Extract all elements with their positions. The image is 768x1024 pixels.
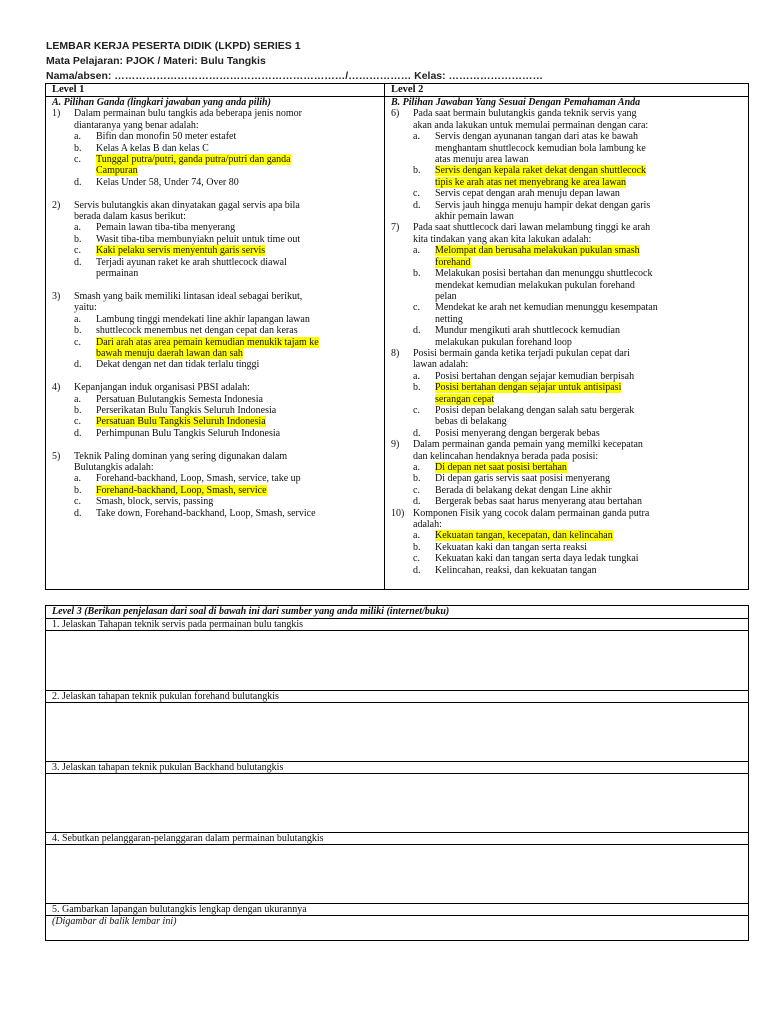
answer-option bbox=[52, 405, 382, 416]
level-3-question: 5. Gambarkan lapangan bulutangkis lengkap dengan ukurannya bbox=[52, 904, 307, 915]
question-number: 7) bbox=[391, 222, 400, 234]
option-letter: d. bbox=[74, 427, 82, 439]
option-letter: d. bbox=[74, 359, 82, 371]
answer-box-4 bbox=[46, 844, 748, 845]
option-letter: a. bbox=[74, 131, 81, 143]
highlighted-answer-text: serangan cepat bbox=[435, 393, 495, 405]
option-letter: b. bbox=[74, 142, 82, 154]
highlighted-answer-text: Forehand-backhand, Loop, Smash, service bbox=[96, 484, 267, 496]
question-text-line: Pada saat shuttlecock dari lawan melambung tinggi ke arah bbox=[413, 222, 651, 234]
highlighted-answer-text: tipis ke arah atas net menyebrang ke area lawan bbox=[435, 176, 627, 188]
option-letter: d. bbox=[74, 256, 82, 268]
answer-option bbox=[391, 371, 746, 382]
question-text-line: diantaranya yang benar adalah: bbox=[74, 119, 199, 131]
question-row-1 bbox=[46, 618, 748, 630]
option-text: Mendekat ke arah net kemudian menunggu kesempatan bbox=[435, 302, 658, 314]
option-text: Perhimpunan Bulu Tangkis Seluruh Indonesia bbox=[96, 427, 281, 439]
highlighted-answer-text: Kekuatan tangan, kecepatan, dan kelincahan bbox=[435, 530, 613, 542]
option-text: Posisi depan belakang dengan salah satu bergerak bbox=[435, 404, 635, 416]
question-text-line: berada dalam kasus berikut: bbox=[74, 211, 186, 223]
question-spacer bbox=[52, 371, 382, 382]
option-text: mendekat kemudian melakukan pukulan forehand bbox=[435, 279, 635, 291]
question-9 bbox=[391, 439, 746, 462]
option-letter: b. bbox=[413, 268, 421, 280]
level-3-question: 3. Jelaskan tahapan teknik pukulan Backhand bulutangkis bbox=[52, 762, 284, 773]
option-text: netting bbox=[435, 313, 463, 325]
answer-option bbox=[52, 222, 382, 233]
question-text-line: Dalam permainan bulu tangkis ada beberapa jenis nomor bbox=[74, 108, 302, 120]
option-text: Kelas A kelas B dan kelas C bbox=[96, 142, 209, 154]
option-letter: c. bbox=[413, 188, 420, 200]
option-letter: d. bbox=[413, 564, 421, 576]
question-spacer bbox=[52, 279, 382, 290]
question-2 bbox=[52, 200, 382, 223]
answer-option bbox=[52, 359, 382, 370]
option-letter: d. bbox=[413, 496, 421, 508]
option-text: Dekat dengan net dan tidak terlalu tinggi bbox=[96, 359, 260, 371]
option-letter: b. bbox=[74, 233, 82, 245]
level-2-heading: Level 2 bbox=[391, 84, 424, 95]
answer-option bbox=[52, 394, 382, 405]
answer-option bbox=[391, 302, 746, 325]
question-5 bbox=[52, 451, 382, 474]
option-text: Bifin dan monofin 50 meter estafet bbox=[96, 131, 237, 143]
highlighted-answer-text: Kaki pelaku servis menyentuh garis servis bbox=[96, 245, 266, 257]
question-number: 2) bbox=[52, 199, 61, 211]
question-row-5 bbox=[46, 903, 748, 915]
answer-option bbox=[391, 245, 746, 268]
option-letter: b. bbox=[74, 404, 82, 416]
option-text: Servis jauh hingga menuju hampir dekat dengan garis bbox=[435, 199, 651, 211]
option-letter: c. bbox=[74, 496, 81, 508]
level-3-table bbox=[45, 605, 749, 941]
option-text: Kekuatan kaki dan tangan serta daya ledak tungkai bbox=[435, 553, 639, 565]
answer-option bbox=[391, 565, 746, 576]
option-letter: a. bbox=[74, 313, 81, 325]
option-text: Smash, block, servis, passing bbox=[96, 496, 214, 508]
worksheet-title: LEMBAR KERJA PESERTA DIDIK (LKPD) SERIES 1 bbox=[46, 40, 301, 52]
question-text-line: dan kelincahan hendaknya berada pada posisi: bbox=[413, 450, 599, 462]
question-text-line: Pada saat bermain bulutangkis ganda teknik servis yang bbox=[413, 108, 637, 120]
option-text: Perserikatan Bulu Tangkis Seluruh Indonesia bbox=[96, 404, 277, 416]
question-1 bbox=[52, 108, 382, 131]
option-text: Berada di belakang dekat dengan Line akhir bbox=[435, 484, 612, 496]
answer-option bbox=[391, 268, 746, 302]
highlighted-answer-text: Di depan net saat posisi bertahan bbox=[435, 462, 567, 473]
question-number: 8) bbox=[391, 347, 400, 359]
answer-option bbox=[52, 143, 382, 154]
option-letter: a. bbox=[74, 473, 81, 485]
option-letter: d. bbox=[74, 176, 82, 188]
answer-option bbox=[391, 530, 746, 541]
question-text-line: Smash yang baik memiliki lintasan ideal sebagai berikut, bbox=[74, 290, 303, 302]
answer-option bbox=[391, 462, 746, 473]
question-row-4 bbox=[46, 832, 748, 844]
option-letter: c. bbox=[413, 302, 420, 314]
answer-option bbox=[52, 416, 382, 427]
answer-box-3 bbox=[46, 773, 748, 774]
question-text-line: Teknik Paling dominan yang sering digunakan dalam bbox=[74, 450, 288, 462]
answer-option bbox=[52, 485, 382, 496]
answer-option bbox=[391, 405, 746, 428]
answer-option bbox=[391, 473, 746, 484]
level-1-heading: Level 1 bbox=[52, 84, 85, 95]
option-text: Mundur mengikuti arah shuttlecock kemudian bbox=[435, 325, 620, 337]
level-3-question: 4. Sebutkan pelanggaran-pelanggaran dalam permainan bulutangkis bbox=[52, 833, 324, 844]
question-text-line: yaitu: bbox=[74, 302, 97, 314]
highlighted-answer-text: bawah menuju daerah lawan dan sah bbox=[96, 347, 243, 359]
option-text: Posisi menyerang dengan bergerak bebas bbox=[435, 427, 600, 439]
subject-line: Mata Pelajaran: PJOK / Materi: Bulu Tangkis bbox=[46, 55, 266, 67]
option-letter: b. bbox=[74, 325, 82, 337]
answer-option bbox=[391, 131, 746, 165]
highlighted-answer-text: Tunggal putra/putri, ganda putra/putri dan ganda bbox=[96, 154, 291, 166]
option-text: Di depan garis servis saat posisi menyerang bbox=[435, 473, 610, 485]
question-text-line: Bulutangkis adalah: bbox=[74, 461, 154, 473]
answer-option bbox=[391, 485, 746, 496]
answer-option bbox=[52, 131, 382, 142]
question-text-line: Posisi bermain ganda ketika terjadi pukulan cepat dari bbox=[413, 347, 630, 359]
option-letter: b. bbox=[413, 382, 421, 394]
answer-option bbox=[52, 473, 382, 484]
option-text: akhir pemain lawan bbox=[435, 211, 514, 223]
question-10 bbox=[391, 508, 746, 531]
question-4 bbox=[52, 382, 382, 393]
question-spacer bbox=[52, 439, 382, 450]
highlighted-answer-text: Campuran bbox=[96, 165, 138, 177]
highlighted-answer-text: Servis dengan kepala raket dekat dengan shuttlecock bbox=[435, 165, 647, 177]
option-text: Kekuatan kaki dan tangan serta reaksi bbox=[435, 541, 587, 553]
highlighted-answer-text: Persatuan Bulu Tangkis Seluruh Indonesia bbox=[96, 416, 266, 428]
answer-option bbox=[52, 154, 382, 177]
answer-option bbox=[391, 428, 746, 439]
answer-option bbox=[52, 496, 382, 507]
answer-option bbox=[391, 542, 746, 553]
option-text: Kelas Under 58, Under 74, Over 80 bbox=[96, 176, 239, 188]
answer-option bbox=[391, 165, 746, 188]
question-text-line: Servis bulutangkis akan dinyatakan gagal servis apa bila bbox=[74, 199, 300, 211]
question-number: 6) bbox=[391, 108, 400, 120]
option-letter: c. bbox=[413, 484, 420, 496]
question-number: 4) bbox=[52, 382, 61, 394]
option-text: Melakukan posisi bertahan dan menunggu shuttlecock bbox=[435, 268, 653, 280]
option-text: permainan bbox=[96, 268, 139, 280]
option-letter: a. bbox=[413, 462, 420, 473]
answer-option bbox=[52, 314, 382, 325]
answer-option bbox=[391, 553, 746, 564]
option-text: pelan bbox=[435, 290, 457, 302]
question-row-2 bbox=[46, 690, 748, 702]
section-heading: A. Pilihan Ganda (lingkari jawaban yang anda pilih) bbox=[52, 97, 271, 108]
level-2-column bbox=[391, 97, 746, 576]
question-number: 10) bbox=[391, 507, 405, 519]
option-text: bebas di belakang bbox=[435, 416, 507, 428]
option-text: Posisi bertahan dengan sejajar kemudian berpisah bbox=[435, 370, 635, 382]
answer-option bbox=[52, 508, 382, 519]
answer-option bbox=[391, 325, 746, 348]
option-letter: c. bbox=[74, 336, 81, 348]
answer-option bbox=[391, 496, 746, 507]
option-text: Pemain lawan tiba-tiba menyerang bbox=[96, 222, 236, 234]
answer-option bbox=[52, 257, 382, 280]
column-divider bbox=[384, 84, 385, 589]
level-3-question: 2. Jelaskan tahapan teknik pukulan forehand bulutangkis bbox=[52, 691, 279, 702]
highlighted-answer-text: Dari arah atas area pemain kemudian menukik tajam ke bbox=[96, 336, 319, 348]
option-letter: d. bbox=[413, 325, 421, 337]
question-text-line: lawan adalah: bbox=[413, 359, 469, 371]
question-text-line: Kepanjangan induk organisasi PBSI adalah: bbox=[74, 382, 250, 394]
answer-option bbox=[391, 382, 746, 405]
question-text-line: adalah: bbox=[413, 519, 442, 531]
option-letter: c. bbox=[74, 245, 81, 257]
option-letter: b. bbox=[413, 541, 421, 553]
option-letter: c. bbox=[74, 154, 81, 166]
option-text: Servis dengan ayunanan tangan dari atas ke bawah bbox=[435, 131, 638, 143]
level-1-2-table bbox=[45, 83, 749, 590]
option-letter: c. bbox=[74, 416, 81, 428]
option-text: Forehand-backhand, Loop, Smash, service, take up bbox=[96, 473, 301, 485]
option-text: Servis cepat dengan arah menuju depan lawan bbox=[435, 188, 620, 200]
answer-option bbox=[52, 325, 382, 336]
answer-option bbox=[391, 188, 746, 199]
option-letter: a. bbox=[74, 393, 81, 405]
option-text: Persatuan Bulutangkis Semesta Indonesia bbox=[96, 393, 263, 405]
option-text: Bergerak bebas saat harus menyerang atau bertahan bbox=[435, 496, 642, 508]
answer-option bbox=[52, 337, 382, 360]
option-text: atas menuju area lawan bbox=[435, 154, 529, 166]
question-text-line: akan anda lakukan untuk memulai permainan dengan cara: bbox=[413, 119, 649, 131]
option-letter: c. bbox=[413, 404, 420, 416]
option-text: shuttlecock menembus net dengan cepat dan keras bbox=[96, 325, 298, 337]
option-text: melakukan pukulan forehand loop bbox=[435, 336, 572, 348]
answer-option bbox=[52, 245, 382, 256]
name-class-line: Nama/absen: …………………………………………………………/……………… Kelas: ……………………… bbox=[46, 70, 544, 82]
level-1-column bbox=[52, 97, 382, 519]
option-letter: b. bbox=[413, 473, 421, 485]
highlighted-answer-text: Melompat dan berusaha melakukan pukulan smash bbox=[435, 245, 640, 257]
option-letter: a. bbox=[74, 222, 81, 234]
answer-option bbox=[52, 234, 382, 245]
question-3 bbox=[52, 291, 382, 314]
option-letter: b. bbox=[74, 484, 82, 496]
answer-box-2 bbox=[46, 702, 748, 703]
answer-option bbox=[52, 177, 382, 188]
option-letter: b. bbox=[413, 165, 421, 177]
question-number: 5) bbox=[52, 450, 61, 462]
drawing-note-row bbox=[46, 915, 748, 927]
highlighted-answer-text: Posisi bertahan dengan sejajar untuk antisipasi bbox=[435, 382, 622, 394]
question-8 bbox=[391, 348, 746, 371]
question-text-line: kita tindakan yang akan kita lakukan adalah: bbox=[413, 233, 592, 245]
highlighted-answer-text: forehand bbox=[435, 256, 471, 268]
question-number: 9) bbox=[391, 439, 400, 451]
drawing-note: (Digambar di balik lembar ini) bbox=[52, 916, 177, 927]
option-text: Lambung tinggi mendekati line akhir lapangan lawan bbox=[96, 313, 310, 325]
question-text-line: Dalam permainan ganda pemain yang memilki kecepatan bbox=[413, 439, 643, 451]
option-letter: d. bbox=[74, 507, 82, 519]
answer-box-1 bbox=[46, 630, 748, 631]
section-heading: B. Pilihan Jawaban Yang Sesuai Dengan Pemahaman Anda bbox=[391, 97, 641, 108]
option-letter: a. bbox=[413, 370, 420, 382]
option-letter: a. bbox=[413, 530, 420, 542]
answer-option bbox=[52, 428, 382, 439]
option-letter: d. bbox=[413, 427, 421, 439]
level-3-question: 1. Jelaskan Tahapan teknik servis pada permainan bulu tangkis bbox=[52, 619, 303, 630]
option-text: Kelincahan, reaksi, dan kekuatan tangan bbox=[435, 564, 597, 576]
level-3-heading: Level 3 (Berikan penjelasan dari soal di bawah ini dari sumber yang anda miliki (internet/buku) bbox=[52, 606, 450, 617]
option-letter: d. bbox=[413, 199, 421, 211]
question-number: 3) bbox=[52, 290, 61, 302]
option-letter: a. bbox=[413, 245, 420, 257]
question-number: 1) bbox=[52, 108, 61, 120]
question-7 bbox=[391, 222, 746, 245]
option-text: Take down, Forehand-backhand, Loop, Smash, service bbox=[96, 507, 316, 519]
question-row-3 bbox=[46, 761, 748, 773]
option-letter: c. bbox=[413, 553, 420, 565]
question-spacer bbox=[52, 188, 382, 199]
option-text: menghantam shuttlecock kemudian bola lambung ke bbox=[435, 142, 646, 154]
question-text-line: Komponen Fisik yang cocok dalam permainan ganda putra bbox=[413, 507, 650, 519]
option-letter: a. bbox=[413, 131, 420, 143]
question-6 bbox=[391, 108, 746, 131]
option-text: Terjadi ayunan raket ke arah shuttlecock diawal bbox=[96, 256, 287, 268]
answer-option bbox=[391, 200, 746, 223]
option-text: Wasit tiba-tiba membunyiakn peluit untuk time out bbox=[96, 233, 301, 245]
